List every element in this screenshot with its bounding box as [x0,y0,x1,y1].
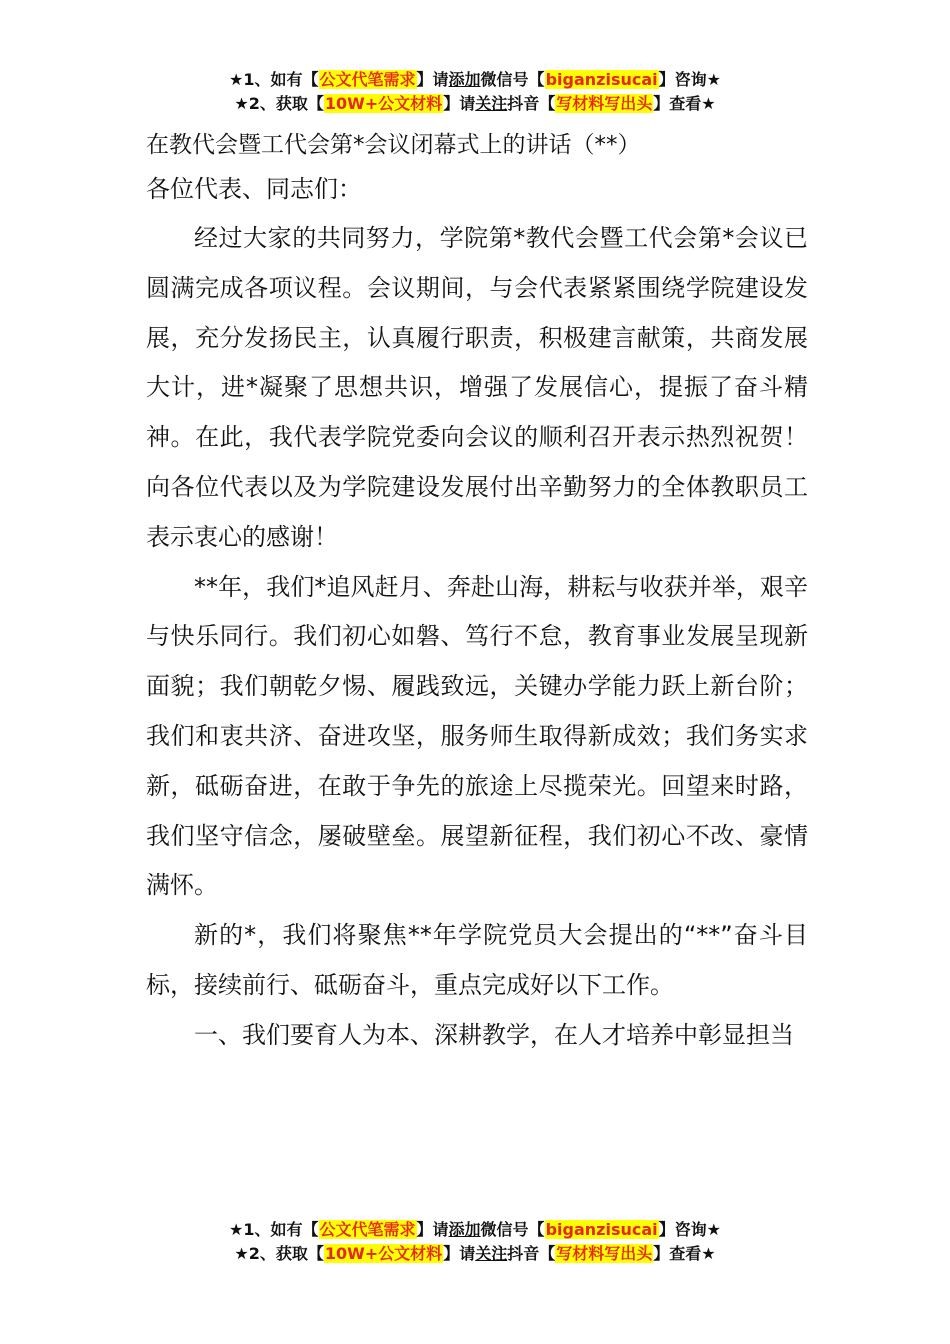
banner-text: 微信号【 [480,1220,545,1239]
banner-text: ★2、获取【 [234,1244,324,1263]
banner-line-1 [0,1218,950,1242]
highlight-materials: 10W+公文材料 [324,94,443,113]
banner-text: ★1、如有【 [229,70,319,89]
banner-text: 】请 [416,1220,449,1239]
underlined-text: 关注 [475,94,508,113]
paragraph-3: 新的*，我们将聚焦**年学院党员大会提出的“**”奋斗目标，接续前行、砥砺奋斗，重点完成好以下工作。 [146,921,808,999]
underlined-text: 添加 [448,1220,481,1239]
paragraph-2: **年，我们*追风赶月、奔赴山海，耕耘与收获并举，艰辛与快乐同行。我们初心如磐、笃行不怠，教育事业发展呈现新面貌；我们朝乾夕惕、履践致远，关键办学能力跃上新台阶；我们和衷共济、奋进攻坚，服务师生取得新成效；我们务实求新，砥砺奋进，在敢于争先的旅途上尽揽荣光。回望来时路，我们坚守信念，屡破壁垒。展望新征程，我们初心不改、豪情满怀。 [146,572,808,900]
document-body [146,126,808,1061]
highlight-douyin-id: 写材料写出头 [556,94,653,113]
banner-text: ★1、如有【 [229,1220,319,1239]
highlight-wechat-id: biganzisucai [545,1220,658,1239]
banner-line-2 [0,1242,950,1266]
highlight-service: 公文代笔需求 [319,70,416,89]
footer-banner [0,1218,950,1266]
banner-text: ★2、获取【 [234,94,324,113]
paragraph-1: 经过大家的共同努力，学院第*教代会暨工代会第*会议已圆满完成各项议程。会议期间，与会代表紧紧围绕学院建设发展，充分发扬民主，认真履行职责，积极建言献策，共商发展大计，进*凝聚了思想共识，增强了发展信心，提振了奋斗精神。在此，我代表学院党委向会议的顺利召开表示热烈祝贺！向各位代表以及为学院建设发展付出辛勤努力的全体教职员工表示衷心的感谢！ [146,224,808,551]
highlight-service: 公文代笔需求 [319,1220,416,1239]
banner-text: 】请 [416,70,449,89]
banner-text: 】咨询★ [658,70,721,89]
banner-text: 】请 [443,94,476,113]
banner-text: 】查看★ [653,1244,716,1263]
banner-text: 抖音【 [507,94,556,113]
banner-line-1 [0,68,950,92]
banner-text: 】咨询★ [658,1220,721,1239]
highlight-wechat-id: biganzisucai [545,70,658,89]
banner-line-2 [0,92,950,116]
underlined-text: 关注 [475,1244,508,1263]
banner-text: 】查看★ [653,94,716,113]
banner-text: 微信号【 [480,70,545,89]
banner-text: 】请 [443,1244,476,1263]
highlight-materials: 10W+公文材料 [324,1244,443,1263]
document-title: 在教代会暨工代会第*会议闭幕式上的讲话（**） [146,132,641,158]
salutation: 各位代表、同志们： [146,175,362,203]
header-banner [0,68,950,116]
underlined-text: 添加 [448,70,481,89]
section-heading-1: 一、我们要育人为本、深耕教学，在人才培养中彰显担当 [194,1020,794,1049]
highlight-douyin-id: 写材料写出头 [556,1244,653,1263]
banner-text: 抖音【 [507,1244,556,1263]
